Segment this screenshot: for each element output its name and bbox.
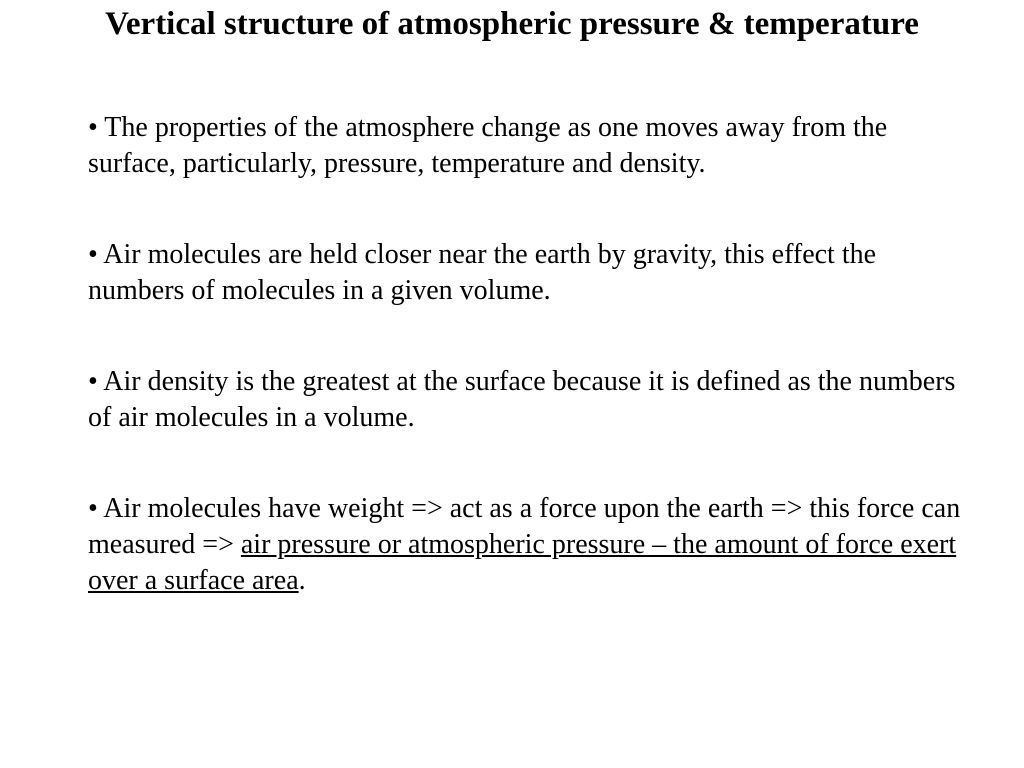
bullet-item-4-period: . [298, 565, 306, 596]
slide-title: Vertical structure of atmospheric pressure & temperature [105, 6, 919, 42]
bullet-item-4-definition: air pressure or atmospheric pressure – the amount of force exert over a surface area [88, 529, 957, 596]
bullet-item-3: • Air density is the greatest at the surface because it is defined as the numbers of air molecules in a volume. [88, 366, 956, 433]
bullet-item-4 [88, 491, 968, 599]
bullet-item-1: • The properties of the atmosphere change as one moves away from the surface, particularly, pressure, temperature and density. [88, 112, 888, 179]
bullet-item-2: • Air molecules are held closer near the earth by gravity, this effect the numbers of molecules in a given volume. [88, 239, 877, 306]
bullet-list [88, 110, 968, 654]
bullet-item-4-text: • Air molecules have weight => act as a force upon the earth => this force can measured => [88, 493, 961, 560]
